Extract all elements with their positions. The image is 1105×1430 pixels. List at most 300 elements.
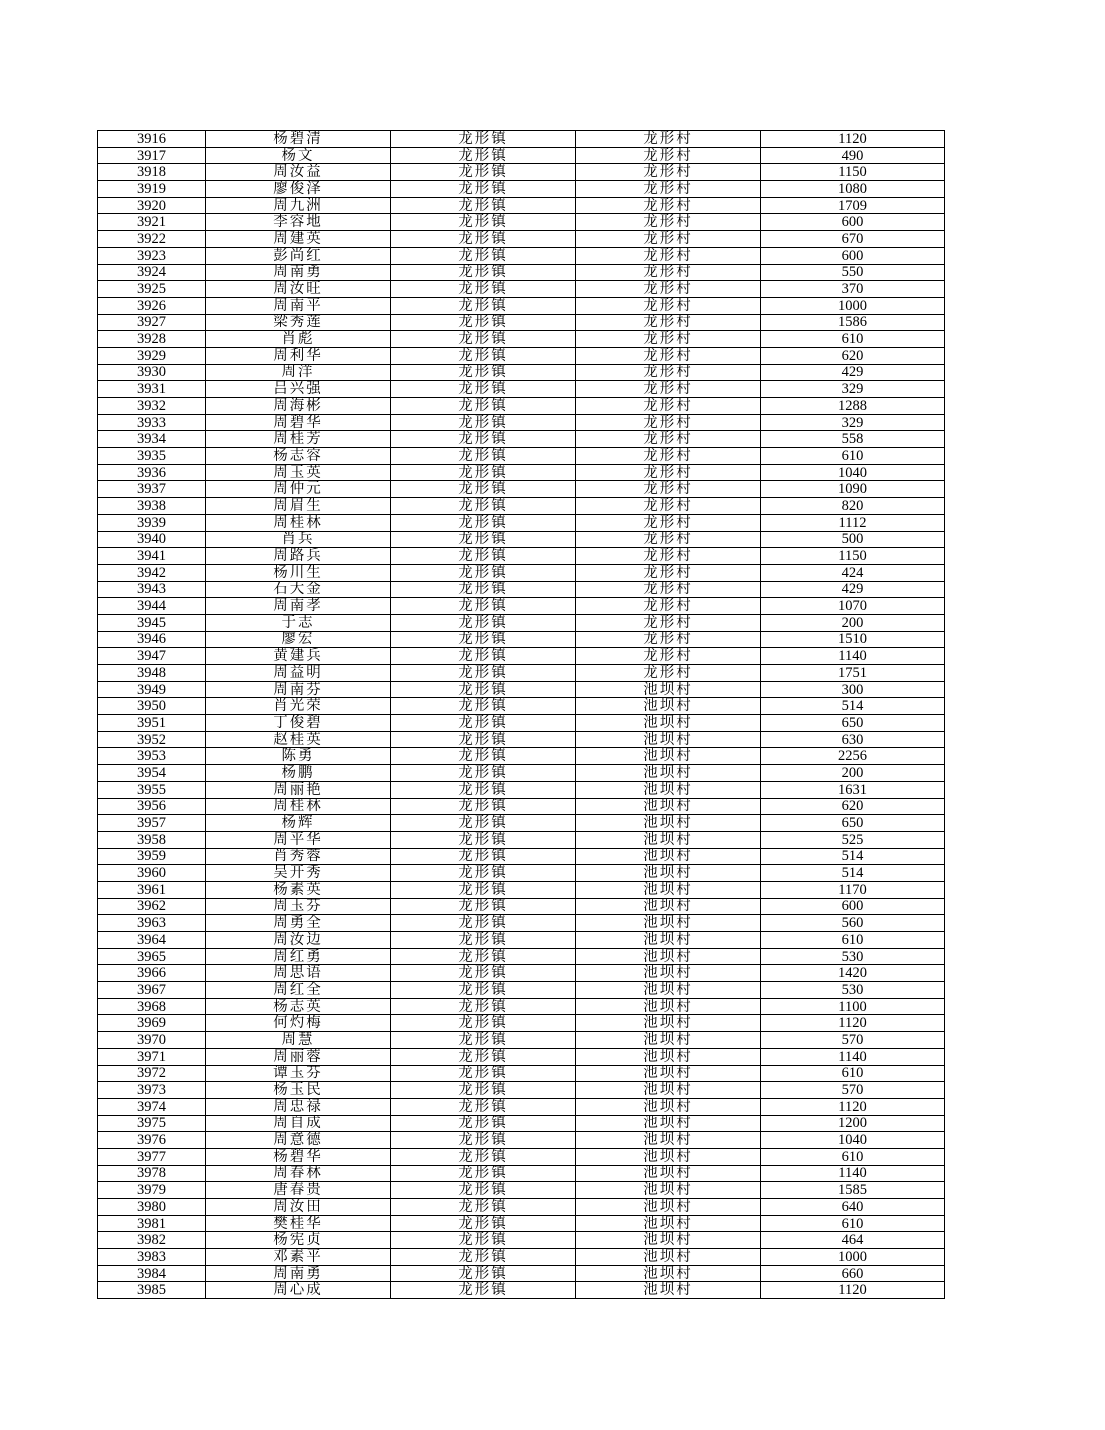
name-cell: 周自成 <box>206 1115 391 1132</box>
amount-cell: 525 <box>761 831 945 848</box>
table-row <box>98 231 945 248</box>
row-number-cell: 3923 <box>98 247 206 264</box>
amount-cell: 1586 <box>761 314 945 331</box>
row-number-cell: 3924 <box>98 264 206 281</box>
town-cell: 龙形镇 <box>391 147 576 164</box>
town-cell: 龙形镇 <box>391 514 576 531</box>
town-cell: 龙形镇 <box>391 948 576 965</box>
name-cell: 周利华 <box>206 347 391 364</box>
town-cell: 龙形镇 <box>391 998 576 1015</box>
village-cell: 池坝村 <box>576 831 761 848</box>
row-number-cell: 3927 <box>98 314 206 331</box>
name-cell: 樊桂华 <box>206 1215 391 1232</box>
town-cell: 龙形镇 <box>391 431 576 448</box>
row-number-cell: 3969 <box>98 1015 206 1032</box>
amount-cell: 1040 <box>761 464 945 481</box>
town-cell: 龙形镇 <box>391 848 576 865</box>
village-cell: 龙形村 <box>576 297 761 314</box>
name-cell: 周心成 <box>206 1282 391 1299</box>
village-cell: 池坝村 <box>576 1015 761 1032</box>
amount-cell: 1170 <box>761 881 945 898</box>
amount-cell: 610 <box>761 1215 945 1232</box>
name-cell: 周益明 <box>206 665 391 682</box>
town-cell: 龙形镇 <box>391 314 576 331</box>
village-cell: 龙形村 <box>576 197 761 214</box>
table-row <box>98 1215 945 1232</box>
village-cell: 龙形村 <box>576 598 761 615</box>
amount-cell: 620 <box>761 347 945 364</box>
table-row <box>98 781 945 798</box>
town-cell: 龙形镇 <box>391 765 576 782</box>
row-number-cell: 3962 <box>98 898 206 915</box>
village-cell: 龙形村 <box>576 665 761 682</box>
name-cell: 何灼梅 <box>206 1015 391 1032</box>
row-number-cell: 3972 <box>98 1065 206 1082</box>
village-cell: 池坝村 <box>576 1065 761 1082</box>
row-number-cell: 3982 <box>98 1232 206 1249</box>
amount-cell: 329 <box>761 381 945 398</box>
amount-cell: 1420 <box>761 965 945 982</box>
amount-cell: 650 <box>761 815 945 832</box>
amount-cell: 1090 <box>761 481 945 498</box>
table-row <box>98 898 945 915</box>
town-cell: 龙形镇 <box>391 781 576 798</box>
village-cell: 池坝村 <box>576 1215 761 1232</box>
name-cell: 石大金 <box>206 581 391 598</box>
town-cell: 龙形镇 <box>391 965 576 982</box>
name-cell: 杨鹏 <box>206 765 391 782</box>
row-number-cell: 3926 <box>98 297 206 314</box>
name-cell: 周慧 <box>206 1032 391 1049</box>
name-cell: 李容地 <box>206 214 391 231</box>
row-number-cell: 3921 <box>98 214 206 231</box>
name-cell: 杨辉 <box>206 815 391 832</box>
table-row <box>98 1015 945 1032</box>
town-cell: 龙形镇 <box>391 214 576 231</box>
row-number-cell: 3951 <box>98 715 206 732</box>
town-cell: 龙形镇 <box>391 1082 576 1099</box>
amount-cell: 429 <box>761 364 945 381</box>
village-cell: 龙形村 <box>576 347 761 364</box>
table-row <box>98 197 945 214</box>
amount-cell: 1070 <box>761 598 945 615</box>
village-cell: 池坝村 <box>576 781 761 798</box>
row-number-cell: 3976 <box>98 1132 206 1149</box>
village-cell: 池坝村 <box>576 865 761 882</box>
name-cell: 杨宪贞 <box>206 1232 391 1249</box>
town-cell: 龙形镇 <box>391 247 576 264</box>
village-cell: 池坝村 <box>576 1249 761 1266</box>
village-cell: 龙形村 <box>576 414 761 431</box>
table-row <box>98 1148 945 1165</box>
name-cell: 杨志英 <box>206 998 391 1015</box>
name-cell: 赵桂英 <box>206 731 391 748</box>
row-number-cell: 3940 <box>98 531 206 548</box>
amount-cell: 820 <box>761 498 945 515</box>
amount-cell: 2256 <box>761 748 945 765</box>
town-cell: 龙形镇 <box>391 1148 576 1165</box>
name-cell: 于志 <box>206 614 391 631</box>
amount-cell: 660 <box>761 1265 945 1282</box>
town-cell: 龙形镇 <box>391 364 576 381</box>
town-cell: 龙形镇 <box>391 715 576 732</box>
town-cell: 龙形镇 <box>391 598 576 615</box>
village-cell: 龙形村 <box>576 381 761 398</box>
row-number-cell: 3930 <box>98 364 206 381</box>
town-cell: 龙形镇 <box>391 681 576 698</box>
row-number-cell: 3918 <box>98 164 206 181</box>
town-cell: 龙形镇 <box>391 1199 576 1216</box>
table-row <box>98 164 945 181</box>
village-cell: 龙形村 <box>576 564 761 581</box>
name-cell: 周红勇 <box>206 948 391 965</box>
table-row <box>98 181 945 198</box>
village-cell: 池坝村 <box>576 1115 761 1132</box>
name-cell: 周红全 <box>206 982 391 999</box>
amount-cell: 530 <box>761 982 945 999</box>
table-row <box>98 665 945 682</box>
name-cell: 周南孝 <box>206 598 391 615</box>
name-cell: 周南平 <box>206 297 391 314</box>
town-cell: 龙形镇 <box>391 648 576 665</box>
town-cell: 龙形镇 <box>391 531 576 548</box>
amount-cell: 1709 <box>761 197 945 214</box>
village-cell: 池坝村 <box>576 1032 761 1049</box>
table-row <box>98 765 945 782</box>
row-number-cell: 3947 <box>98 648 206 665</box>
table-row <box>98 598 945 615</box>
village-cell: 龙形村 <box>576 531 761 548</box>
table-row <box>98 1199 945 1216</box>
village-cell: 池坝村 <box>576 1165 761 1182</box>
table-row <box>98 1132 945 1149</box>
row-number-cell: 3985 <box>98 1282 206 1299</box>
village-cell: 龙形村 <box>576 231 761 248</box>
town-cell: 龙形镇 <box>391 1048 576 1065</box>
table-row <box>98 247 945 264</box>
amount-cell: 610 <box>761 932 945 949</box>
amount-cell: 610 <box>761 331 945 348</box>
town-cell: 龙形镇 <box>391 982 576 999</box>
name-cell: 黄建兵 <box>206 648 391 665</box>
row-number-cell: 3952 <box>98 731 206 748</box>
village-cell: 池坝村 <box>576 848 761 865</box>
name-cell: 周九洲 <box>206 197 391 214</box>
table-row <box>98 531 945 548</box>
amount-cell: 1585 <box>761 1182 945 1199</box>
name-cell: 杨川生 <box>206 564 391 581</box>
town-cell: 龙形镇 <box>391 631 576 648</box>
amount-cell: 1040 <box>761 1132 945 1149</box>
name-cell: 周洋 <box>206 364 391 381</box>
amount-cell: 650 <box>761 715 945 732</box>
amount-cell: 610 <box>761 1065 945 1082</box>
town-cell: 龙形镇 <box>391 1182 576 1199</box>
town-cell: 龙形镇 <box>391 1115 576 1132</box>
village-cell: 池坝村 <box>576 748 761 765</box>
village-cell: 池坝村 <box>576 731 761 748</box>
amount-cell: 1751 <box>761 665 945 682</box>
row-number-cell: 3959 <box>98 848 206 865</box>
village-cell: 龙形村 <box>576 147 761 164</box>
village-cell: 龙形村 <box>576 648 761 665</box>
row-number-cell: 3978 <box>98 1165 206 1182</box>
village-cell: 池坝村 <box>576 1282 761 1299</box>
amount-cell: 620 <box>761 798 945 815</box>
town-cell: 龙形镇 <box>391 347 576 364</box>
amount-cell: 570 <box>761 1032 945 1049</box>
amount-cell: 1112 <box>761 514 945 531</box>
amount-cell: 464 <box>761 1232 945 1249</box>
name-cell: 周碧华 <box>206 414 391 431</box>
amount-cell: 558 <box>761 431 945 448</box>
name-cell: 陈勇 <box>206 748 391 765</box>
village-cell: 池坝村 <box>576 932 761 949</box>
row-number-cell: 3950 <box>98 698 206 715</box>
village-cell: 池坝村 <box>576 1132 761 1149</box>
name-cell: 周南勇 <box>206 264 391 281</box>
row-number-cell: 3983 <box>98 1249 206 1266</box>
table-row <box>98 932 945 949</box>
name-cell: 周汝田 <box>206 1199 391 1216</box>
village-cell: 池坝村 <box>576 1148 761 1165</box>
row-number-cell: 3957 <box>98 815 206 832</box>
town-cell: 龙形镇 <box>391 881 576 898</box>
table-row <box>98 1265 945 1282</box>
table-row <box>98 314 945 331</box>
town-cell: 龙形镇 <box>391 297 576 314</box>
row-number-cell: 3938 <box>98 498 206 515</box>
row-number-cell: 3968 <box>98 998 206 1015</box>
town-cell: 龙形镇 <box>391 1232 576 1249</box>
name-cell: 周南芬 <box>206 681 391 698</box>
amount-cell: 200 <box>761 765 945 782</box>
row-number-cell: 3931 <box>98 381 206 398</box>
row-number-cell: 3945 <box>98 614 206 631</box>
name-cell: 肖秀蓉 <box>206 848 391 865</box>
table-row <box>98 915 945 932</box>
town-cell: 龙形镇 <box>391 748 576 765</box>
amount-cell: 1200 <box>761 1115 945 1132</box>
name-cell: 周平华 <box>206 831 391 848</box>
table-row <box>98 381 945 398</box>
table-row <box>98 297 945 314</box>
name-cell: 彭尚红 <box>206 247 391 264</box>
table-row <box>98 982 945 999</box>
town-cell: 龙形镇 <box>391 1015 576 1032</box>
village-cell: 池坝村 <box>576 681 761 698</box>
table-row <box>98 1249 945 1266</box>
row-number-cell: 3928 <box>98 331 206 348</box>
town-cell: 龙形镇 <box>391 548 576 565</box>
table-row <box>98 498 945 515</box>
name-cell: 吴开秀 <box>206 865 391 882</box>
name-cell: 周玉芬 <box>206 898 391 915</box>
amount-cell: 514 <box>761 698 945 715</box>
village-cell: 龙形村 <box>576 514 761 531</box>
village-cell: 池坝村 <box>576 965 761 982</box>
row-number-cell: 3961 <box>98 881 206 898</box>
town-cell: 龙形镇 <box>391 731 576 748</box>
table-row <box>98 431 945 448</box>
town-cell: 龙形镇 <box>391 414 576 431</box>
amount-cell: 424 <box>761 564 945 581</box>
table-row <box>98 331 945 348</box>
row-number-cell: 3984 <box>98 1265 206 1282</box>
amount-cell: 1100 <box>761 998 945 1015</box>
village-cell: 龙形村 <box>576 631 761 648</box>
town-cell: 龙形镇 <box>391 181 576 198</box>
name-cell: 周汝旺 <box>206 281 391 298</box>
name-cell: 杨碧清 <box>206 131 391 148</box>
row-number-cell: 3970 <box>98 1032 206 1049</box>
table-row <box>98 347 945 364</box>
table-row <box>98 1165 945 1182</box>
amount-cell: 1140 <box>761 648 945 665</box>
name-cell: 吕兴强 <box>206 381 391 398</box>
name-cell: 周南勇 <box>206 1265 391 1282</box>
village-cell: 龙形村 <box>576 331 761 348</box>
village-cell: 龙形村 <box>576 264 761 281</box>
row-number-cell: 3967 <box>98 982 206 999</box>
town-cell: 龙形镇 <box>391 815 576 832</box>
name-cell: 周玉英 <box>206 464 391 481</box>
table-row <box>98 614 945 631</box>
town-cell: 龙形镇 <box>391 1215 576 1232</box>
village-cell: 龙形村 <box>576 398 761 415</box>
town-cell: 龙形镇 <box>391 164 576 181</box>
amount-cell: 1120 <box>761 1098 945 1115</box>
town-cell: 龙形镇 <box>391 1165 576 1182</box>
amount-cell: 600 <box>761 898 945 915</box>
name-cell: 丁俊碧 <box>206 715 391 732</box>
village-cell: 池坝村 <box>576 982 761 999</box>
row-number-cell: 3919 <box>98 181 206 198</box>
town-cell: 龙形镇 <box>391 614 576 631</box>
amount-cell: 1288 <box>761 398 945 415</box>
table-row <box>98 831 945 848</box>
name-cell: 谭玉芬 <box>206 1065 391 1082</box>
row-number-cell: 3955 <box>98 781 206 798</box>
village-cell: 池坝村 <box>576 765 761 782</box>
town-cell: 龙形镇 <box>391 264 576 281</box>
table-row <box>98 448 945 465</box>
village-cell: 龙形村 <box>576 364 761 381</box>
row-number-cell: 3956 <box>98 798 206 815</box>
table-row <box>98 414 945 431</box>
village-cell: 池坝村 <box>576 715 761 732</box>
table-row <box>98 514 945 531</box>
name-cell: 周建英 <box>206 231 391 248</box>
table-row <box>98 398 945 415</box>
town-cell: 龙形镇 <box>391 1132 576 1149</box>
amount-cell: 1140 <box>761 1048 945 1065</box>
amount-cell: 1000 <box>761 1249 945 1266</box>
row-number-cell: 3963 <box>98 915 206 932</box>
table-row <box>98 564 945 581</box>
name-cell: 周汝益 <box>206 164 391 181</box>
village-cell: 龙形村 <box>576 181 761 198</box>
table-row <box>98 815 945 832</box>
row-number-cell: 3932 <box>98 398 206 415</box>
row-number-cell: 3916 <box>98 131 206 148</box>
town-cell: 龙形镇 <box>391 898 576 915</box>
row-number-cell: 3937 <box>98 481 206 498</box>
table-row <box>98 1282 945 1299</box>
town-cell: 龙形镇 <box>391 798 576 815</box>
name-cell: 周勇全 <box>206 915 391 932</box>
row-number-cell: 3966 <box>98 965 206 982</box>
village-cell: 池坝村 <box>576 998 761 1015</box>
row-number-cell: 3925 <box>98 281 206 298</box>
amount-cell: 610 <box>761 448 945 465</box>
village-cell: 龙形村 <box>576 448 761 465</box>
amount-cell: 640 <box>761 1199 945 1216</box>
table-row <box>98 748 945 765</box>
village-cell: 池坝村 <box>576 1232 761 1249</box>
row-number-cell: 3941 <box>98 548 206 565</box>
town-cell: 龙形镇 <box>391 464 576 481</box>
amount-cell: 1120 <box>761 1282 945 1299</box>
amount-cell: 1150 <box>761 164 945 181</box>
table-row <box>98 848 945 865</box>
amount-cell: 500 <box>761 531 945 548</box>
row-number-cell: 3977 <box>98 1148 206 1165</box>
village-cell: 龙形村 <box>576 581 761 598</box>
name-cell: 周路兵 <box>206 548 391 565</box>
name-cell: 周桂林 <box>206 514 391 531</box>
table-row <box>98 481 945 498</box>
town-cell: 龙形镇 <box>391 932 576 949</box>
table-row <box>98 965 945 982</box>
town-cell: 龙形镇 <box>391 281 576 298</box>
amount-cell: 429 <box>761 581 945 598</box>
amount-cell: 1120 <box>761 1015 945 1032</box>
name-cell: 杨碧华 <box>206 1148 391 1165</box>
name-cell: 周丽蓉 <box>206 1048 391 1065</box>
table-row <box>98 731 945 748</box>
amount-cell: 600 <box>761 247 945 264</box>
table-row <box>98 147 945 164</box>
town-cell: 龙形镇 <box>391 398 576 415</box>
amount-cell: 1150 <box>761 548 945 565</box>
name-cell: 梁秀莲 <box>206 314 391 331</box>
village-cell: 龙形村 <box>576 548 761 565</box>
amount-cell: 610 <box>761 1148 945 1165</box>
village-cell: 龙形村 <box>576 498 761 515</box>
amount-cell: 370 <box>761 281 945 298</box>
row-number-cell: 3973 <box>98 1082 206 1099</box>
village-cell: 龙形村 <box>576 481 761 498</box>
village-cell: 池坝村 <box>576 948 761 965</box>
town-cell: 龙形镇 <box>391 481 576 498</box>
amount-cell: 1510 <box>761 631 945 648</box>
amount-cell: 329 <box>761 414 945 431</box>
data-table <box>97 130 945 1299</box>
table-row <box>98 281 945 298</box>
table-row <box>98 1048 945 1065</box>
town-cell: 龙形镇 <box>391 1282 576 1299</box>
village-cell: 池坝村 <box>576 1048 761 1065</box>
name-cell: 廖俊泽 <box>206 181 391 198</box>
amount-cell: 490 <box>761 147 945 164</box>
village-cell: 龙形村 <box>576 131 761 148</box>
table-row <box>98 715 945 732</box>
row-number-cell: 3974 <box>98 1098 206 1115</box>
town-cell: 龙形镇 <box>391 1065 576 1082</box>
village-cell: 池坝村 <box>576 1182 761 1199</box>
table-row <box>98 631 945 648</box>
